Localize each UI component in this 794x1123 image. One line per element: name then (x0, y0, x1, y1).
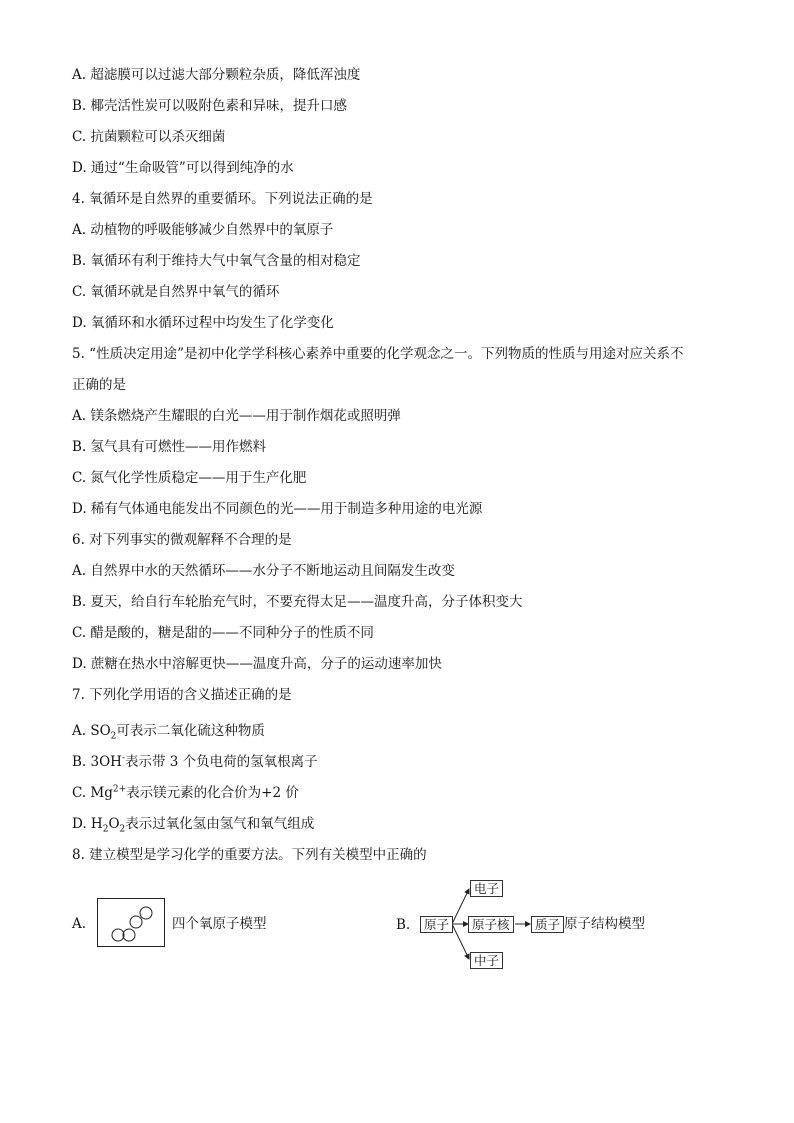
text-line: A. 镁条燃烧产生耀眼的白光——用于制作烟花或照明弹 (72, 408, 401, 424)
atom-circle-2 (140, 907, 152, 919)
q7-d-pre: D. H (72, 816, 103, 832)
box-atom: 原子 (420, 916, 453, 933)
text-line: C. 抗菌颗粒可以杀灭细菌 (72, 129, 226, 145)
q7-option-c (72, 784, 299, 802)
box-nucleus: 原子核 (468, 916, 514, 933)
box-neutron: 中子 (470, 952, 503, 969)
box-electron: 电子 (470, 880, 503, 897)
q7-b-pre: B. 3OH (72, 754, 122, 770)
q7-option-d (72, 815, 314, 833)
q7-a-pre: A. SO (72, 723, 111, 739)
q7-d-sub2: 2 (119, 824, 126, 835)
text-line: D. 蔗糖在热水中溶解更快——温度升高，分子的运动速率加快 (72, 656, 442, 672)
q7-d-mid: O (108, 816, 120, 832)
oxygen-atom-model-figure (97, 898, 165, 947)
text-line: A. 动植物的呼吸能够减少自然界中的氧原子 (72, 222, 334, 238)
box-proton: 质子 (531, 916, 564, 933)
arrow-atom-electron (452, 889, 469, 924)
text-line: C. 氮气化学性质稳定——用于生产化肥 (72, 470, 307, 486)
q7-c-pre: C. Mg (72, 785, 113, 801)
oxygen-atoms-diagram (98, 899, 164, 946)
q7-a-post: 可表示二氧化硫这种物质 (116, 723, 265, 739)
atom-circle-4 (123, 929, 135, 941)
text-line: 6. 对下列事实的微观解释不合理的是 (72, 532, 292, 548)
q8-option-a-label: 四个氧原子模型 (172, 916, 267, 932)
text-line: 正确的是 (72, 377, 126, 393)
q7-a-sub: 2 (110, 731, 117, 742)
text-line: A. 自然界中水的天然循环——水分子不断地运动且间隔发生改变 (72, 563, 455, 579)
q7-c-post: 表示镁元素的化合价为+2 价 (126, 785, 299, 801)
text-line: D. 氧循环和水循环过程中均发生了化学变化 (72, 315, 334, 331)
q8-option-b-letter: B. (396, 917, 411, 933)
text-line: B. 夏天，给自行车轮胎充气时，不要充得太足——温度升高，分子体积变大 (72, 594, 523, 610)
text-line: B. 氢气具有可燃性——用作燃料 (72, 439, 267, 455)
text-line: 5. “性质决定用途”是初中化学学科核心素养中重要的化学观念之一。下列物质的性质与用途对应关系不 (72, 346, 684, 362)
text-line: A. 超滤膜可以过滤大部分颗粒杂质，降低浑浊度 (72, 67, 361, 83)
q7-c-sup: 2+ (112, 784, 127, 795)
q7-option-b (72, 753, 318, 771)
q7-b-sup: - (121, 753, 125, 764)
q7-d-post: 表示过氧化氢由氢气和氧气组成 (125, 816, 315, 832)
atom-circle-1 (130, 916, 142, 928)
text-line: C. 醋是酸的，糖是甜的——不同种分子的性质不同 (72, 625, 374, 641)
text-line: D. 稀有气体通电能发出不同颜色的光——用于制造多种用途的电光源 (72, 501, 483, 517)
q8-option-b-label: 原子结构模型 (564, 916, 645, 932)
text-line: B. 椰壳活性炭可以吸附色素和异味，提升口感 (72, 98, 348, 114)
arrow-atom-neutron (452, 924, 469, 959)
text-line: D. 通过“生命吸管”可以得到纯净的水 (72, 160, 294, 176)
atom-circle-3 (112, 929, 124, 941)
text-line: 4. 氧循环是自然界的重要循环。下列说法正确的是 (72, 191, 373, 207)
q8-stem: 8. 建立模型是学习化学的重要方法。下列有关模型中正确的 (72, 847, 427, 863)
text-line: B. 氧循环有利于维持大气中氧气含量的相对稳定 (72, 253, 361, 269)
text-line: 7. 下列化学用语的含义描述正确的是 (72, 687, 292, 703)
q8-option-a-letter: A. (72, 916, 87, 932)
q7-option-a (72, 722, 265, 740)
text-line: C. 氧循环就是自然界中氧气的循环 (72, 284, 280, 300)
q7-d-sub1: 2 (102, 824, 109, 835)
q7-b-post: 表示带 3 个负电荷的氢氧根离子 (124, 754, 318, 770)
